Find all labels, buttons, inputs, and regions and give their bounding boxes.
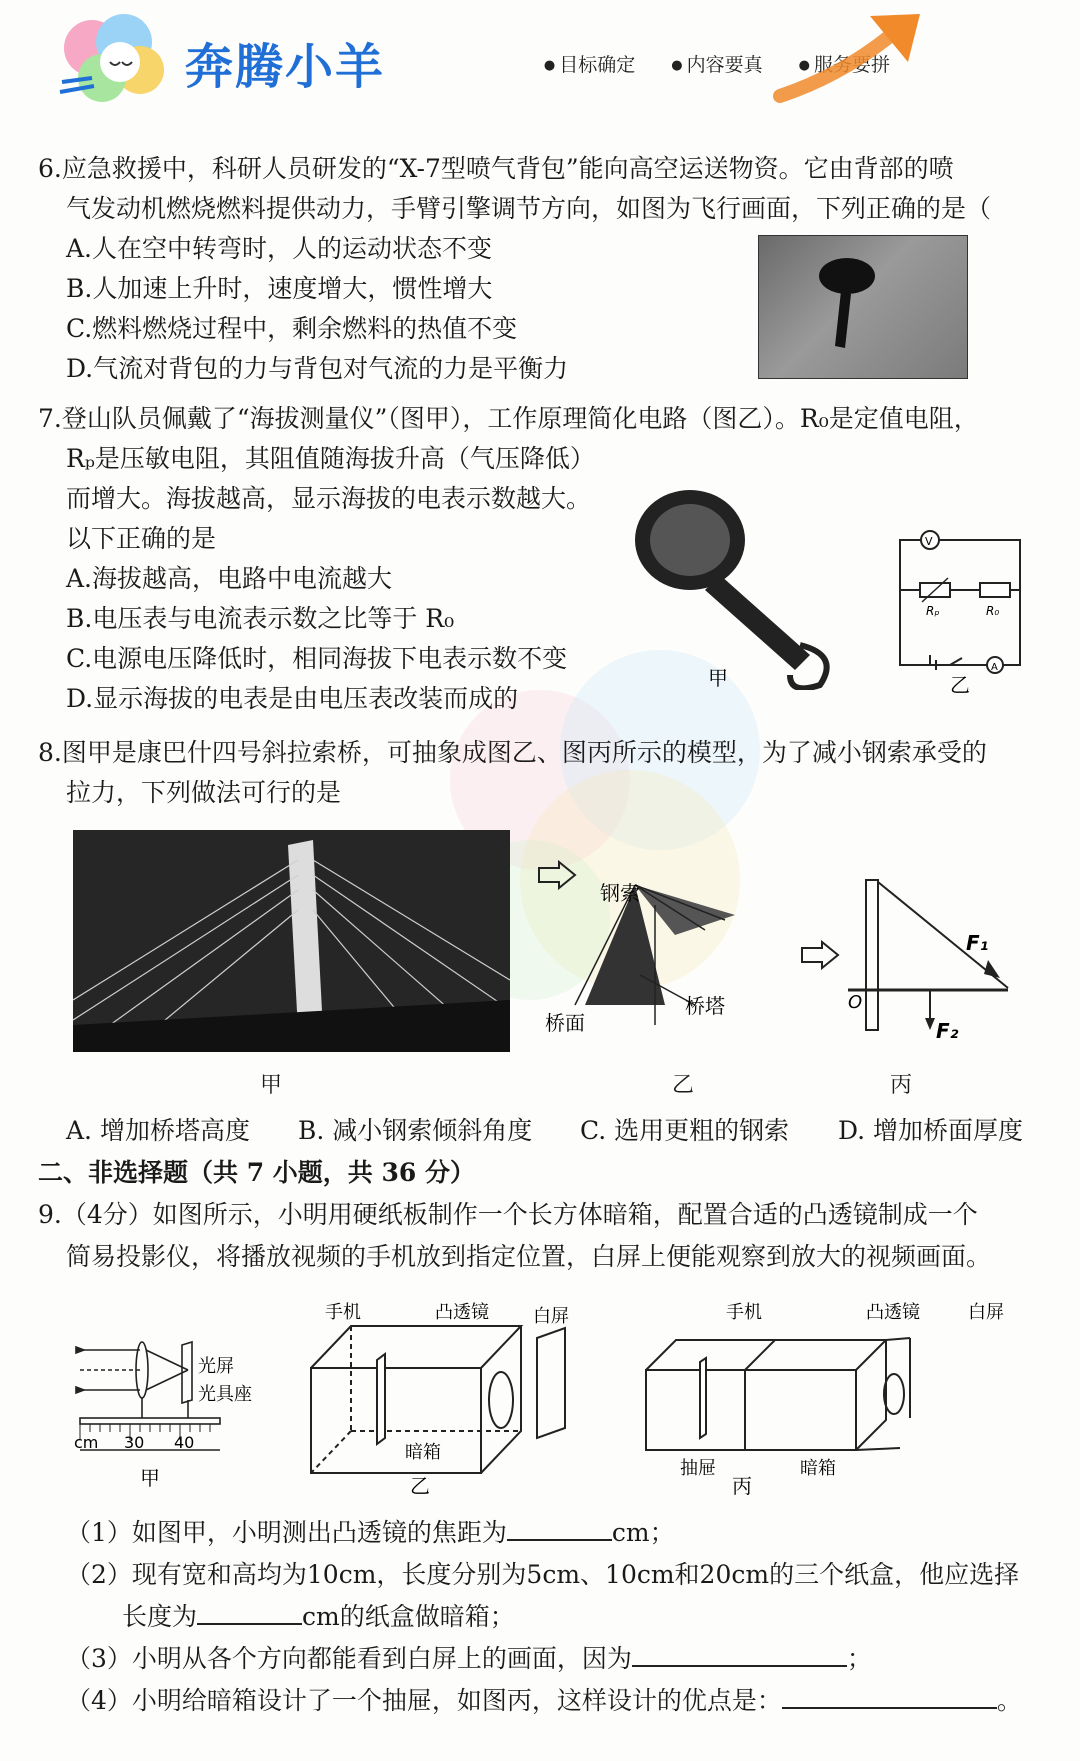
q9-sub-2b xyxy=(122,1596,515,1638)
q9-label-cm: cm xyxy=(74,1433,99,1452)
q9-blank-2[interactable] xyxy=(197,1623,302,1625)
q8-model-bing xyxy=(838,870,1018,1050)
q9-sub-4 xyxy=(66,1680,1022,1722)
q7-option-a: A.海拔越高，电路中电流越大 xyxy=(66,564,393,593)
q9-bing-label-box: 暗箱 xyxy=(800,1458,836,1479)
q9-yi-label-lens: 凸透镜 xyxy=(435,1302,489,1323)
q9-fig-jia-label: 甲 xyxy=(140,1466,160,1490)
q7-stem-4: 以下正确的是 xyxy=(66,524,217,553)
q9-fig-yi-label: 乙 xyxy=(410,1474,430,1498)
q7-fig-yi: 乙 xyxy=(950,673,970,695)
q6-stem-1: 6.应急救援中，科研人员研发的“X-7型喷气背包”能向高空运送物资。它由背部的喷 xyxy=(38,154,954,183)
q9-label-screen: 光屏 xyxy=(198,1356,234,1377)
q8-fig-jia: 甲 xyxy=(260,1073,283,1098)
q7-ammeter-label: A xyxy=(991,662,998,673)
q8-fig-yi: 乙 xyxy=(672,1073,695,1098)
arrow-icon xyxy=(770,6,940,106)
q8-label-tower: 桥塔 xyxy=(685,994,725,1018)
q7-voltmeter-label: V xyxy=(925,535,933,548)
q9-sub-1-unit: cm； xyxy=(611,1518,675,1547)
q8-label-f2: F₂ xyxy=(936,1019,959,1043)
slogan-1: ● 目标确定 xyxy=(544,50,635,77)
q8-label-cable: 钢索 xyxy=(600,881,640,905)
q7-stem-1: 7.登山队员佩戴了“海拔测量仪”（图甲），工作原理简化电路（图乙）。R₀是定值电阻， xyxy=(38,404,979,433)
q7-altimeter-figure xyxy=(620,485,860,690)
q9-sub-3-text: （3）小明从各个方向都能看到白屏上的画面，因为 xyxy=(66,1644,632,1673)
q8-stem-1: 8.图甲是康巴什四号斜拉索桥，可抽象成图乙、图丙所示的模型，为了减小钢索承受的 xyxy=(38,738,987,767)
q9-bing-label-phone: 手机 xyxy=(726,1302,762,1323)
q9-fig-bing-label: 丙 xyxy=(732,1474,752,1498)
q9-tick-40: 40 xyxy=(174,1433,195,1452)
brand-name: 奔腾小羊 xyxy=(185,39,386,95)
q9-fig-yi xyxy=(305,1298,580,1498)
q7-option-d: D.显示海拔的电表是由电压表改装而成的 xyxy=(66,684,519,713)
q9-sub-2b-text: 长度为 xyxy=(122,1602,198,1631)
q9-sub-4-end: 。 xyxy=(996,1686,1022,1715)
q7-r0-label: R₀ xyxy=(986,604,1000,618)
q8-model-yi xyxy=(545,875,785,1045)
q9-sub-2a: （2）现有宽和高均为10cm，长度分别为5cm、10cm和20cm的三个纸盒，他应选择 xyxy=(66,1560,1020,1589)
q9-bing-label-drawer: 抽屉 xyxy=(680,1458,716,1479)
q9-fig-jia xyxy=(70,1300,300,1495)
q9-stem-2: 简易投影仪，将播放视频的手机放到指定位置，白屏上便能观察到放大的视频画面。 xyxy=(66,1242,992,1271)
q8-fig-bing: 丙 xyxy=(890,1073,913,1098)
q9-label-bench: 光具座 xyxy=(198,1384,252,1405)
q9-sub-3 xyxy=(66,1638,872,1680)
q6-option-d: D.气流对背包的力与背包对气流的力是平衡力 xyxy=(66,354,569,383)
arrow-right-icon-2 xyxy=(798,940,843,970)
q9-yi-label-box: 暗箱 xyxy=(405,1442,441,1463)
q8-option-b: B. 减小钢索倾斜角度 xyxy=(298,1116,533,1145)
q8-label-deck: 桥面 xyxy=(545,1011,585,1035)
q9-bing-label-lens: 凸透镜 xyxy=(866,1302,920,1323)
q9-sub-2c-text: cm的纸盒做暗箱； xyxy=(302,1602,515,1631)
q8-option-d: D. 增加桥面厚度 xyxy=(838,1116,1024,1145)
q9-sub-1-text: （1）如图甲，小明测出凸透镜的焦距为 xyxy=(66,1518,507,1547)
q8-stem-2: 拉力，下列做法可行的是 xyxy=(66,778,342,807)
q7-stem-3: 而增大。海拔越高，显示海拔的电表示数越大。 xyxy=(66,484,592,513)
q8-option-c: C. 选用更粗的钢索 xyxy=(580,1116,790,1145)
logo-icon xyxy=(52,8,182,108)
q8-label-o: O xyxy=(848,992,863,1013)
q8-option-a: A. 增加桥塔高度 xyxy=(66,1116,250,1145)
q9-blank-3[interactable] xyxy=(632,1665,847,1667)
q7-stem-2: Rₚ是压敏电阻，其阻值随海拔升高（气压降低） xyxy=(66,444,595,473)
q6-flight-photo xyxy=(758,235,968,379)
slogan-2: ● 内容要真 xyxy=(671,50,762,77)
q9-fig-bing xyxy=(640,1298,1025,1498)
q6-option-c: C.燃料燃烧过程中，剩余燃料的热值不变 xyxy=(66,314,518,343)
q9-sub-1 xyxy=(66,1512,675,1554)
q6-option-a: A.人在空中转弯时，人的运动状态不变 xyxy=(66,234,493,263)
slogan-3: ● 服务要拼 xyxy=(799,50,890,77)
q9-sub-4-text: （4）小明给暗箱设计了一个抽屉，如图丙，这样设计的优点是： xyxy=(66,1686,782,1715)
q9-tick-30: 30 xyxy=(124,1433,145,1452)
section-2-heading: 二、非选择题（共 7 小题，共 36 分） xyxy=(38,1158,476,1187)
q9-blank-4[interactable] xyxy=(782,1707,997,1709)
q9-yi-label-white: 白屏 xyxy=(533,1306,569,1327)
q7-option-b: B.电压表与电流表示数之比等于 R₀ xyxy=(66,604,455,633)
q9-yi-label-phone: 手机 xyxy=(325,1302,361,1323)
q7-rp-label: Rₚ xyxy=(926,604,940,618)
q9-blank-1[interactable] xyxy=(507,1539,612,1541)
q8-bridge-photo xyxy=(73,830,510,1052)
q9-sub-3-end: ； xyxy=(846,1644,872,1673)
q6-stem-2: 气发动机燃烧燃料提供动力，手臂引擎调节方向，如图为飞行画面，下列正确的是（ xyxy=(66,194,992,223)
q7-fig-jia: 甲 xyxy=(708,666,728,690)
q9-bing-label-white: 白屏 xyxy=(968,1302,1004,1323)
q7-option-c: C.电源电压降低时，相同海拔下电表示数不变 xyxy=(66,644,568,673)
q7-circuit-figure xyxy=(890,520,1040,695)
q8-label-f1: F₁ xyxy=(966,931,989,955)
q6-option-b: B.人加速上升时，速度增大，惯性增大 xyxy=(66,274,493,303)
q9-stem-1: 9.（4分）如图所示，小明用硬纸板制作一个长方体暗箱，配置合适的凸透镜制成一个 xyxy=(38,1200,978,1229)
